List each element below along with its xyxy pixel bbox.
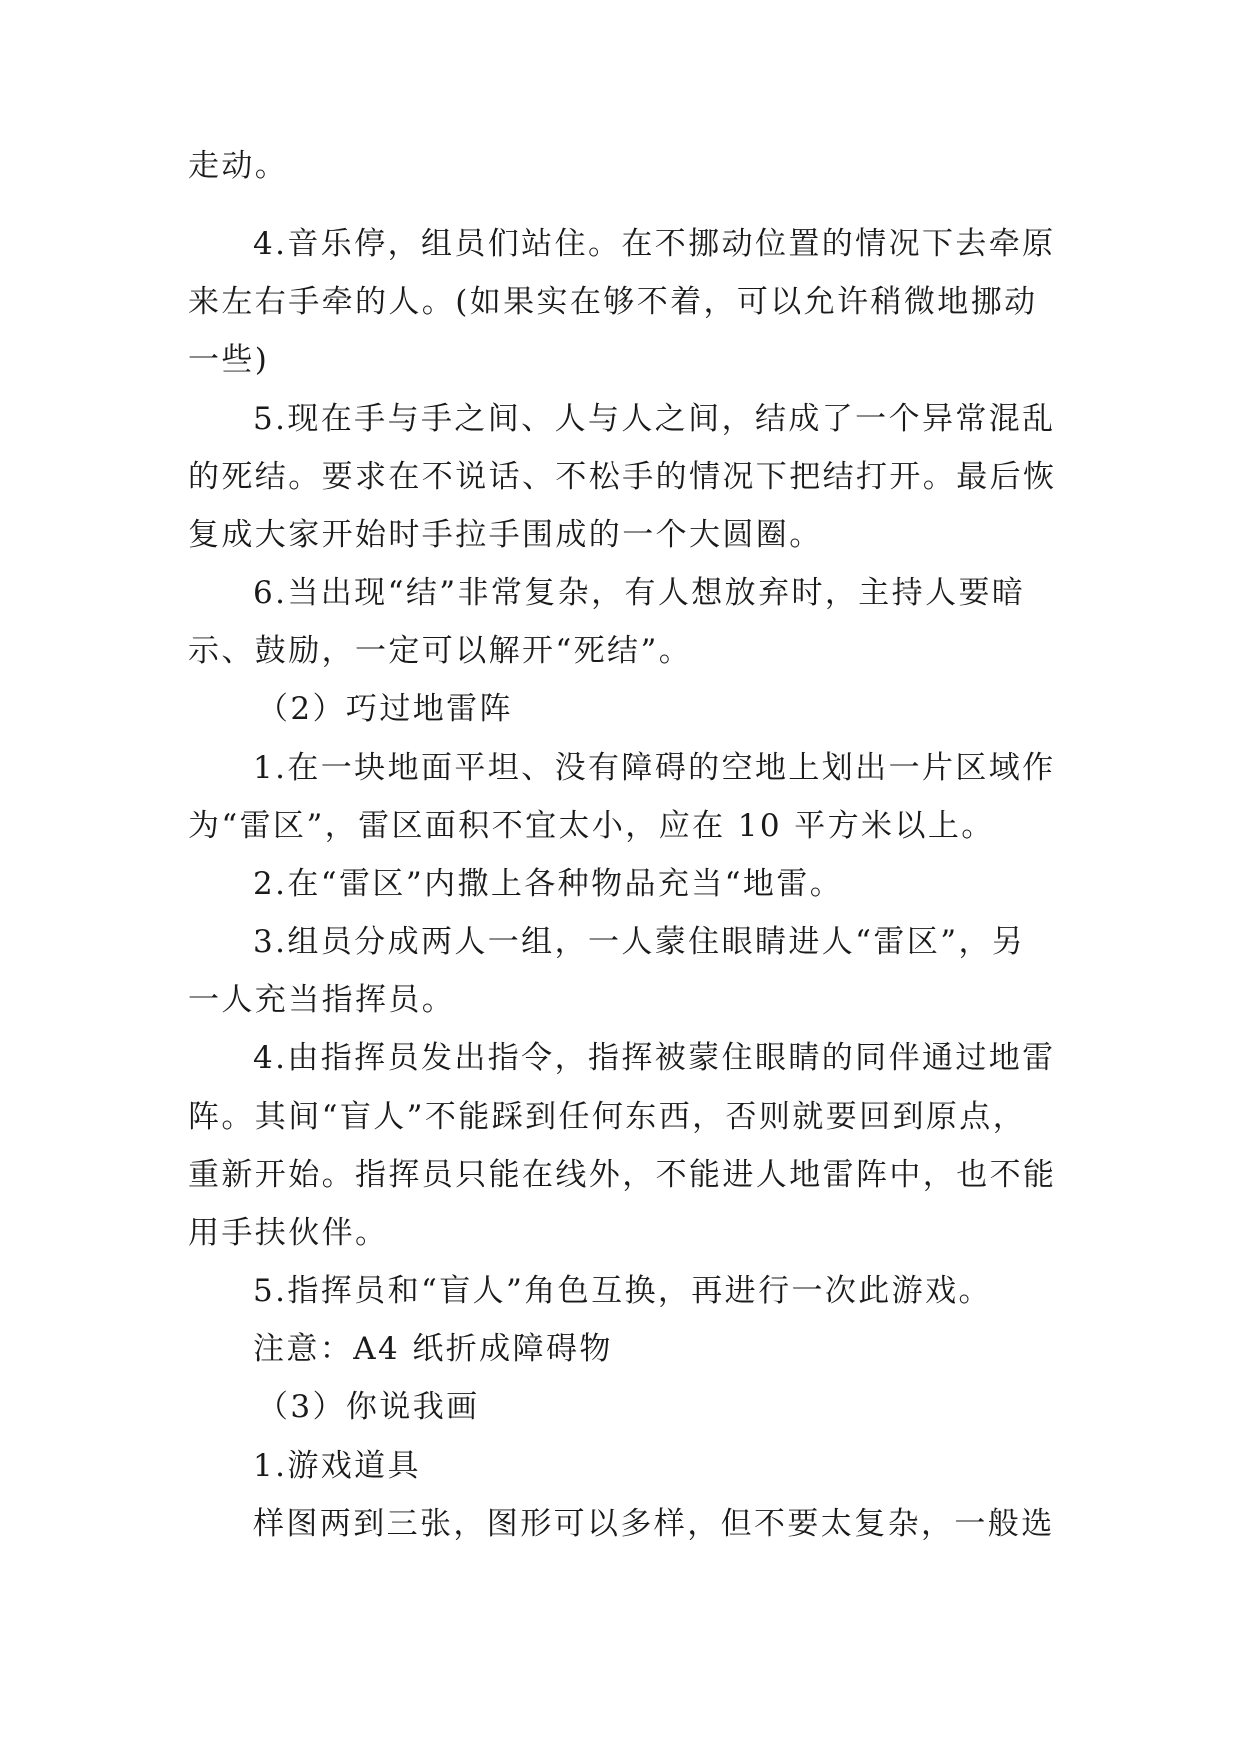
text-line-14: 3.组员分成两人一组，一人蒙住眼睛进人“雷区”，另 [253,924,1026,960]
section-heading-3: （3）你说我画 [257,1389,480,1425]
text-line-16: 4.由指挥员发出指令，指挥被蒙住眼睛的同伴通过地雷 [253,1040,1056,1076]
text-line-7: 复成大家开始时手拉手围成的一个大圆圈。 [188,517,823,553]
text-line-1: 走动。 [188,148,289,184]
text-line-2: 4.音乐停，组员们站住。在不挪动位置的情况下去牵原 [253,226,1056,262]
text-line-24: 样图两到三张，图形可以多样，但不要太复杂，一般选 [253,1506,1055,1542]
text-line-17: 阵。其间“盲人”不能踩到任何东西，否则就要回到原点， [188,1099,1027,1135]
text-line-11: 1.在一块地面平坦、没有障碍的空地上划出一片区域作 [253,750,1056,786]
text-line-19: 用手扶伙伴。 [188,1215,389,1251]
text-line-18: 重新开始。指挥员只能在线外，不能进人地雷阵中，也不能 [188,1157,1057,1193]
text-line-12: 为“雷区”，雷区面积不宜太小，应在 10 平方米以上。 [188,808,995,844]
text-line-13: 2.在“雷区”内撒上各种物品充当“地雷。 [253,866,844,902]
text-line-9: 示、鼓励，一定可以解开“死结”。 [188,633,693,669]
text-line-23: 1.游戏道具 [253,1448,421,1484]
text-line-4: 一些) [188,342,270,378]
text-line-5: 5.现在手与手之间、人与人之间，结成了一个异常混乱 [253,401,1056,437]
text-line-6: 的死结。要求在不说话、不松手的情况下把结打开。最后恢 [188,459,1057,495]
text-line-8: 6.当出现“结”非常复杂，有人想放弃时，主持人要暗 [253,575,1026,611]
note-line: 注意：A4 纸折成障碍物 [253,1331,613,1367]
text-line-20: 5.指挥员和“盲人”角色互换，再进行一次此游戏。 [253,1273,992,1309]
text-line-15: 一人充当指挥员。 [188,982,456,1018]
section-heading-2: （2）巧过地雷阵 [257,691,513,727]
text-line-3: 来左右手牵的人。(如果实在够不着，可以允许稍微地挪动 [188,284,1038,320]
